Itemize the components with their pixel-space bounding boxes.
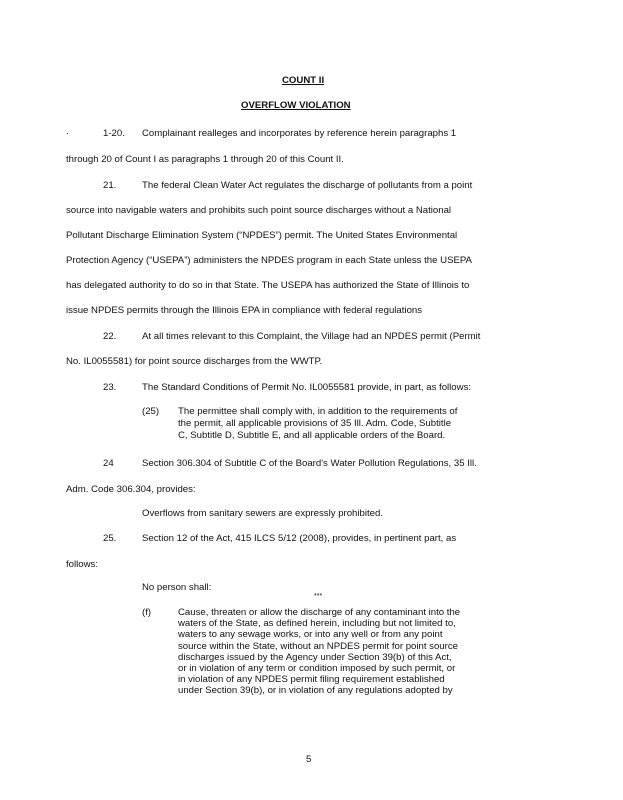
paragraph-line: The federal Clean Water Act regulates the discharge of pollutants from a point <box>142 180 473 191</box>
list-item-text <box>178 607 518 697</box>
paragraph-line: Section 306.304 of Subtitle C of the Board's Water Pollution Regulations, 35 Ill. <box>142 458 477 469</box>
list-item-line: source within the State, without an NPDES permit for point source <box>178 640 458 652</box>
page-number: 5 <box>306 754 312 765</box>
ellipsis: *** <box>314 593 323 600</box>
block-quote-line: C, Subtitle D, Subtitle E, and all applicable orders of the Board. <box>178 430 446 441</box>
paragraph-line: No. IL0055581) for point source discharges from the WWTP. <box>66 356 323 367</box>
paragraph-number: 1-20. <box>103 128 125 139</box>
paragraph-number: 21. <box>103 180 117 191</box>
list-item-line: in violation of any NPDES permit filing requirement established <box>178 674 445 686</box>
paragraph-line: issue NPDES permits through the Illinois EPA in compliance with federal regulations <box>66 305 423 316</box>
block-quote-intro: No person shall: <box>142 582 212 593</box>
block-quote-line: Overflows from sanitary sewers are expressly prohibited. <box>142 508 383 519</box>
list-item-line: waters to any sewage works, or into any well or from any point <box>178 629 443 641</box>
paragraph-line: Pollutant Discharge Elimination System (“NPDES”) permit. The United States Environmental <box>66 230 458 241</box>
paragraph-number: 24 <box>103 458 114 469</box>
list-item-line: or in violation of any term or condition imposed by such permit, or <box>178 663 456 675</box>
paragraph-line: The Standard Conditions of Permit No. IL0055581 provide, in part, as follows: <box>142 382 472 393</box>
list-item-line: Cause, threaten or allow the discharge of any contaminant into the <box>178 607 461 618</box>
paragraph-line: source into navigable waters and prohibits such point source discharges without a National <box>66 205 452 216</box>
list-item-line: under Section 39(b), or in violation of any regulations adopted by <box>178 685 453 697</box>
paragraph-line: At all times relevant to this Complaint, the Village had an NPDES permit (Permit <box>142 331 481 342</box>
block-quote-line: the permit, all applicable provisions of 35 Ill. Adm. Code, Subtitle <box>178 418 452 429</box>
paragraph-number: 22. <box>103 331 117 342</box>
block-quote-label: (25) <box>142 406 160 417</box>
paragraph-mark: · <box>66 128 70 139</box>
paragraph-line: Section 12 of the Act, 415 ILCS 5/12 (2008), provides, in pertinent part, as <box>142 533 457 544</box>
count-heading: COUNT II <box>282 75 325 86</box>
paragraph-number: 25. <box>103 533 117 544</box>
list-item-label: (f) <box>142 607 152 618</box>
paragraph-line: Protection Agency (“USEPA”) administers the NPDES program in each State unless the USEPA <box>66 255 472 266</box>
list-item-line: discharges issued by the Agency under Section 39(b) of this Act, <box>178 651 452 663</box>
paragraph-line: Complainant realleges and incorporates by reference herein paragraphs 1 <box>142 128 457 139</box>
paragraph-line: has delegated authority to do so in that State. The USEPA has authorized the State of Illinois to <box>66 280 470 291</box>
paragraph-line: Adm. Code 306.304, provides: <box>66 484 196 495</box>
paragraph-line: through 20 of Count I as paragraphs 1 through 20 of this Count II. <box>66 154 344 165</box>
paragraph-line: follows: <box>66 559 98 570</box>
block-quote-line: The permittee shall comply with, in addition to the requirements of <box>178 406 458 417</box>
section-title: OVERFLOW VIOLATION <box>241 100 351 111</box>
list-item-line: waters of the State, as defined herein, including but not limited to, <box>178 618 456 630</box>
paragraph-number: 23. <box>103 382 117 393</box>
